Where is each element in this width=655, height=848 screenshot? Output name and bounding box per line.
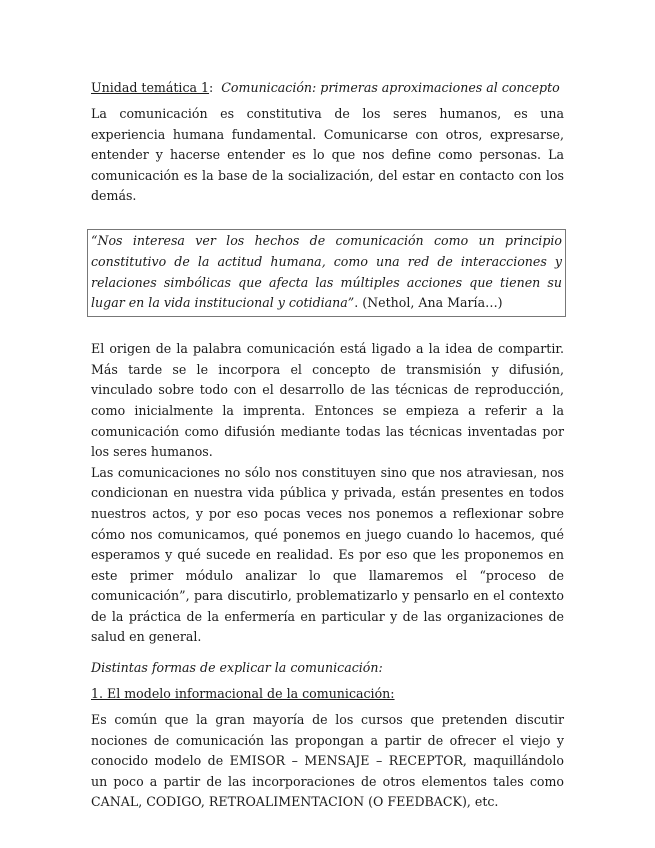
quote-paragraph — [91, 231, 562, 314]
quote-citation: . (Nethol, Ana María…) — [354, 295, 503, 311]
intro-paragraph: La comunicación es constitutiva de los seres humanos, es una experiencia humana fundamental. Comunicarse con otros, expresarse, entender y hacerse entender es lo que nos define como personas. La comunicación es la base de la socialización, del estar en contacto con los demás. — [91, 106, 564, 204]
section-body: Es común que la gran mayoría de los cursos que pretenden discutir nociones de comunicación las propongan a partir de ofrecer el viejo y conocido modelo de EMISOR – MENSAJE – RECEPTOR, maquillándolo un poco a partir de las incorporaciones de otros elementos tales como CANAL, CODIGO, RETROALIMENTACION (O FEEDBACK), etc. — [91, 712, 564, 810]
document-page — [91, 78, 564, 813]
section-title: 1. El modelo informacional de la comunicación: — [91, 686, 395, 702]
communications-paragraph: Las comunicaciones no sólo nos constituyen sino que nos atraviesan, nos condicionan en nuestra vida pública y privada, están presentes en todos nuestros actos, y por eso pocas veces nos ponemos a reflexionar sobre cómo nos comunicamos, qué ponemos en juego cuando lo hacemos, qué esperamos y qué sucede en realidad. Es por eso que les proponemos en este primer módulo analizar lo que llamaremos el “proceso de comunicación”, para discutirlo, problematizarlo y pensarlo en el contexto de la práctica de la enfermería en particular y de las organizaciones de salud en general. — [91, 464, 564, 645]
unit-label: Unidad temática 1 — [91, 80, 210, 95]
unit-heading — [91, 78, 564, 98]
quote-text: “Nos interesa ver los hechos de comunicación como un principio constitutivo de la actitud humana, como una red de interacciones y relaciones simbólicas que afecta las múltiples acciones que tienen su lugar en la vida institucional y cotidiana” — [91, 232, 562, 311]
unit-separator: : — [209, 80, 214, 95]
quote-box — [87, 229, 566, 317]
subheading: Distintas formas de explicar la comunicación: — [91, 660, 383, 676]
unit-topic: Comunicación: primeras aproximaciones al concepto — [221, 80, 560, 95]
origin-paragraph: El origen de la palabra comunicación está ligado a la idea de compartir. Más tarde se le incorpora el concepto de transmisión y difusión, vinculado sobre todo con el desarrollo de las técnicas de reproducción, como inicialmente la imprenta. Entonces se empieza a referir a la comunicación como difusión mediante todas las técnicas inventadas por los seres humanos. — [91, 341, 564, 460]
